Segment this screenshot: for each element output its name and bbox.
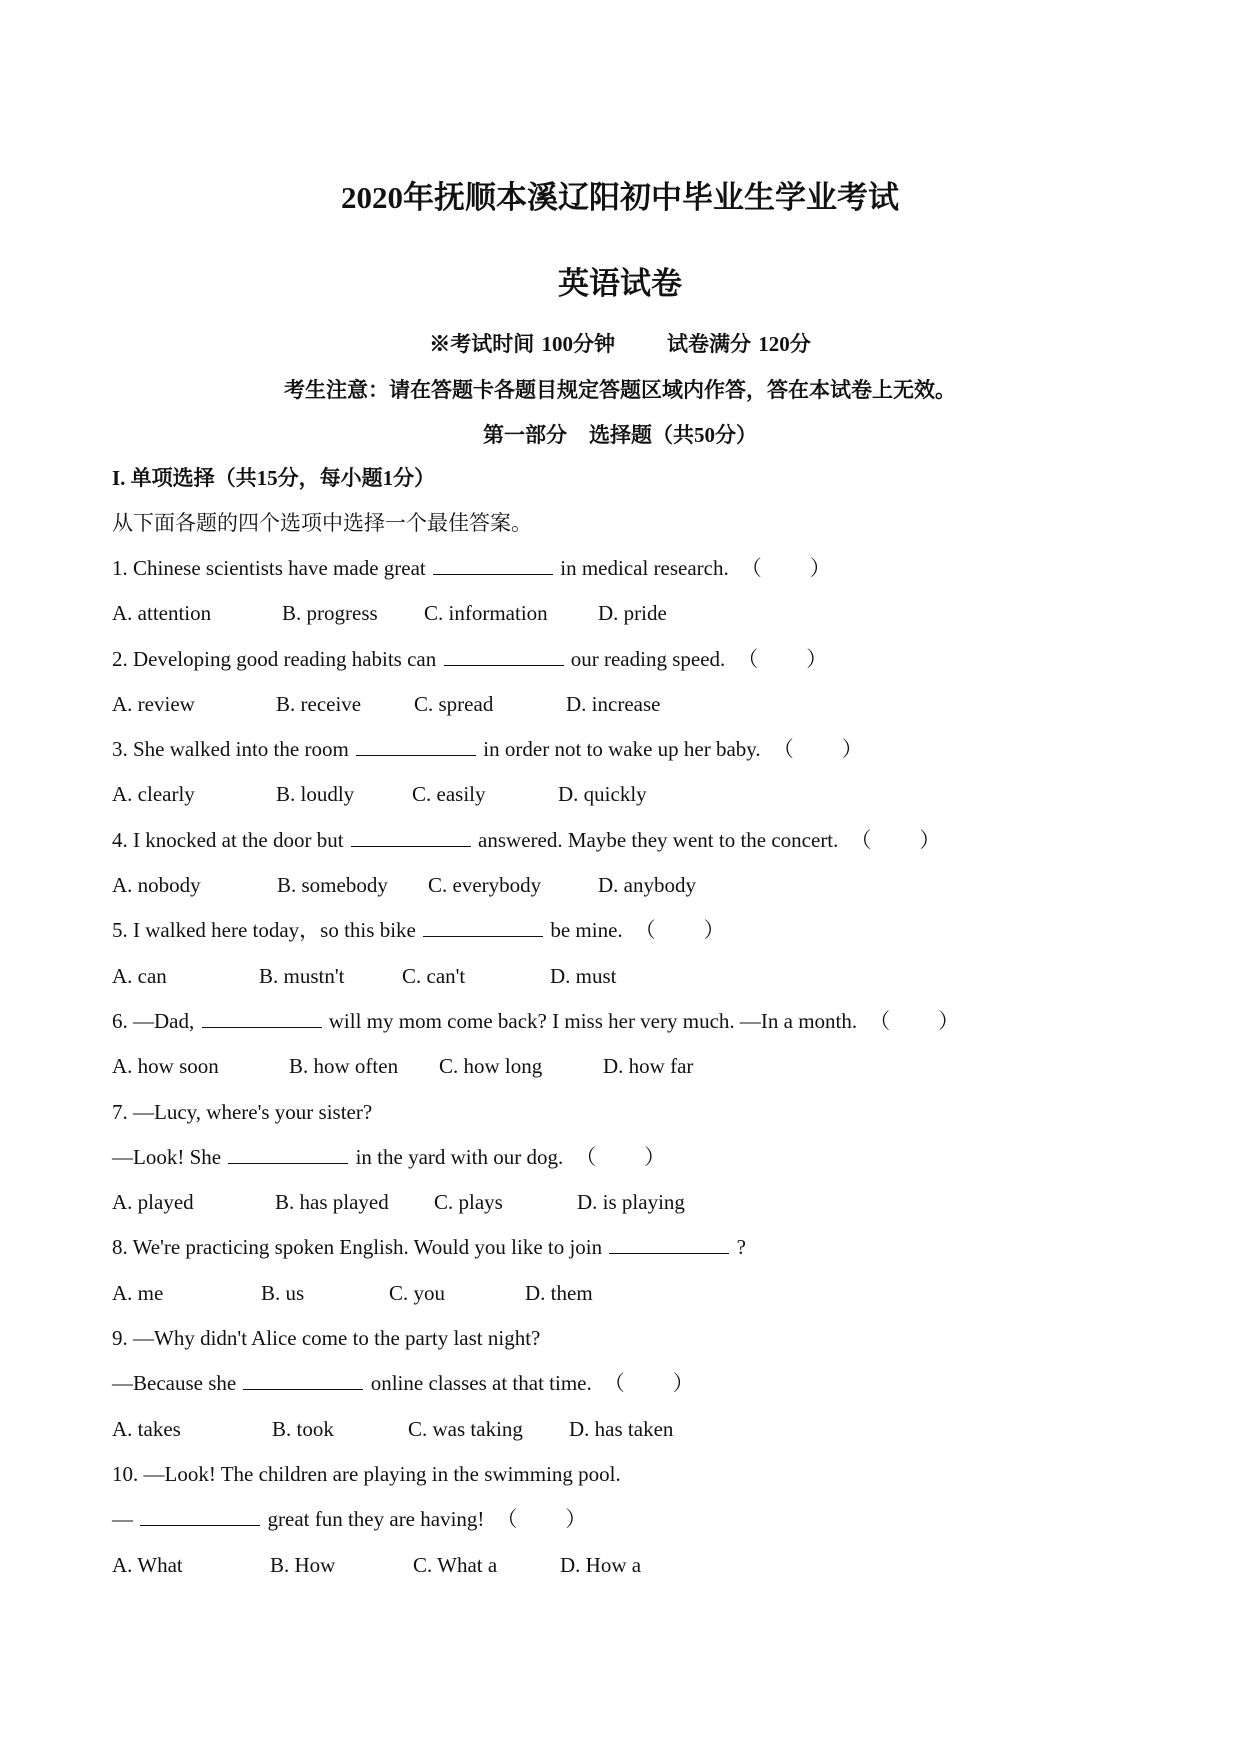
question-item	[112, 551, 959, 642]
question-text: 5. I walked here today，so this bike	[112, 918, 416, 943]
paren-close: ）	[672, 1371, 694, 1396]
option-a: A. attention	[112, 601, 212, 626]
option-row	[112, 1049, 959, 1094]
answer-parentheses	[575, 1140, 665, 1174]
paren-open: （	[496, 1507, 518, 1532]
option-row	[112, 687, 959, 732]
question-item	[112, 1095, 959, 1231]
option-row	[112, 1276, 959, 1321]
full-score: 试卷满分 120分	[667, 332, 811, 356]
paren-close: ）	[938, 1008, 960, 1033]
answer-blank	[202, 1007, 322, 1028]
paren-close: ）	[703, 918, 725, 943]
option-b: B. somebody	[277, 873, 388, 898]
question-text-after: be mine.	[550, 918, 623, 943]
option-a: A. What	[112, 1552, 183, 1577]
option-b: B. us	[261, 1280, 305, 1305]
question-text: 1. Chinese scientists have made great	[112, 556, 426, 580]
exam-subtitle: 英语试卷	[558, 266, 682, 301]
part-label: 第一部分	[483, 423, 567, 447]
question-text-after: in order not to wake up her baby.	[483, 737, 761, 762]
question-text: —Look! She	[112, 1144, 222, 1169]
option-a: A. how soon	[112, 1054, 219, 1079]
question-text: 7. —Lucy, where's your sister?	[112, 1099, 373, 1124]
paren-close: ）	[841, 737, 863, 762]
question-text: 6. —Dad,	[112, 1008, 195, 1033]
option-a: A. can	[112, 963, 167, 988]
question-stem-line	[112, 823, 959, 868]
question-item	[112, 823, 959, 914]
question-stem-line	[112, 1004, 959, 1049]
question-stem-line	[112, 1140, 959, 1185]
option-b: B. took	[272, 1416, 334, 1441]
option-d: D. them	[525, 1280, 593, 1305]
option-row	[112, 596, 959, 641]
paren-open: （	[603, 1371, 625, 1396]
option-row	[112, 959, 959, 1004]
part-title: 选择题（共50分）	[589, 423, 757, 447]
paren-open: （	[869, 1008, 891, 1033]
answer-blank	[423, 916, 543, 937]
paren-open: （	[740, 556, 762, 580]
question-text: 8. We're practicing spoken English. Would you like to join	[112, 1235, 603, 1260]
option-d: D. must	[550, 963, 617, 988]
exam-time: ※考试时间 100分钟	[429, 332, 615, 356]
option-d: D. pride	[598, 601, 667, 626]
section-instruction: 从下面各题的四个选项中选择一个最佳答案。	[112, 511, 532, 535]
question-item	[112, 1321, 959, 1457]
option-c: C. how long	[439, 1054, 543, 1079]
question-text: —	[112, 1507, 133, 1532]
option-b: B. mustn't	[259, 963, 345, 988]
question-text: 3. She walked into the room	[112, 737, 349, 762]
answer-blank	[140, 1505, 260, 1526]
question-stem-line	[112, 1321, 959, 1366]
paren-close: ）	[806, 646, 828, 671]
question-stem-line	[112, 551, 959, 596]
option-c: C. everybody	[428, 873, 542, 898]
question-text-after: great fun they are having!	[267, 1507, 485, 1532]
answer-parentheses	[635, 913, 725, 947]
answer-parentheses	[604, 1366, 694, 1400]
option-d: D. quickly	[558, 782, 647, 807]
question-text: —Because she	[112, 1371, 237, 1396]
section-title: I. 单项选择（共15分，每小题1分）	[112, 466, 436, 490]
paren-open: （	[634, 918, 656, 943]
question-list	[112, 551, 959, 1593]
answer-blank	[351, 826, 471, 847]
question-text: 4. I knocked at the door but	[112, 827, 344, 852]
answer-parentheses	[850, 823, 940, 857]
option-b: B. loudly	[276, 782, 355, 807]
question-stem-line	[112, 732, 959, 777]
option-row	[112, 1548, 959, 1593]
option-b: B. how often	[289, 1054, 399, 1079]
question-item	[112, 1457, 959, 1593]
option-a: A. played	[112, 1190, 194, 1215]
question-item	[112, 1230, 959, 1321]
question-text-after: ?	[736, 1235, 746, 1260]
question-text-after: in medical research.	[560, 556, 729, 580]
option-c: C. plays	[434, 1190, 503, 1215]
paren-close: ）	[919, 827, 941, 852]
question-text: 9. —Why didn't Alice come to the party last night?	[112, 1326, 541, 1351]
answer-parentheses	[737, 642, 827, 676]
question-item	[112, 732, 959, 823]
option-b: B. has played	[275, 1190, 389, 1215]
question-stem-line	[112, 1230, 959, 1275]
question-item	[112, 642, 959, 733]
question-text-after: online classes at that time.	[370, 1371, 592, 1396]
option-a: A. review	[112, 691, 195, 716]
paren-open: （	[737, 646, 759, 671]
answer-blank	[609, 1233, 729, 1254]
option-row	[112, 1412, 959, 1457]
paren-close: ）	[809, 556, 831, 580]
paren-open: （	[850, 827, 872, 852]
question-stem-line	[112, 1502, 959, 1547]
answer-parentheses	[869, 1004, 959, 1038]
question-item	[112, 913, 959, 1004]
option-a: A. me	[112, 1280, 164, 1305]
question-text-after: in the yard with our dog.	[355, 1144, 564, 1169]
part-heading	[0, 419, 1240, 449]
answer-parentheses	[741, 551, 831, 585]
question-stem-line	[112, 1095, 959, 1140]
question-stem-line	[112, 642, 959, 687]
answer-blank	[243, 1369, 363, 1390]
question-stem-line	[112, 913, 959, 958]
paren-close: ）	[644, 1144, 666, 1169]
option-d: D. how far	[603, 1054, 694, 1079]
answer-blank	[433, 554, 553, 575]
option-c: C. was taking	[408, 1416, 523, 1441]
option-row	[112, 777, 959, 822]
question-text-after: answered. Maybe they went to the concert.	[478, 827, 839, 852]
question-text: 2. Developing good reading habits can	[112, 646, 437, 671]
option-row	[112, 1185, 959, 1230]
option-c: C. spread	[414, 691, 494, 716]
paren-open: （	[772, 737, 794, 762]
option-d: D. is playing	[577, 1190, 685, 1215]
paren-close: ）	[565, 1507, 587, 1532]
option-b: B. receive	[276, 691, 362, 716]
option-b: B. progress	[282, 601, 378, 626]
option-a: A. nobody	[112, 873, 201, 898]
question-text-after: will my mom come back? I miss her very much. —In a month.	[328, 1008, 858, 1033]
option-d: D. How a	[560, 1552, 642, 1577]
option-b: B. How	[270, 1552, 336, 1577]
answer-parentheses	[496, 1502, 586, 1536]
option-row	[112, 868, 959, 913]
option-d: D. anybody	[598, 873, 696, 898]
exam-notice: 考生注意：请在答题卡各题目规定答题区域内作答，答在本试卷上无效。	[284, 378, 956, 402]
question-item	[112, 1004, 959, 1095]
option-a: A. takes	[112, 1416, 181, 1441]
option-c: C. you	[389, 1280, 446, 1305]
answer-blank	[356, 735, 476, 756]
option-c: C. easily	[412, 782, 486, 807]
option-a: A. clearly	[112, 782, 195, 807]
option-c: C. can't	[402, 963, 466, 988]
question-stem-line	[112, 1457, 959, 1502]
answer-parentheses	[773, 732, 863, 766]
answer-blank	[444, 645, 564, 666]
exam-title: 2020年抚顺本溪辽阳初中毕业生学业考试	[341, 180, 899, 215]
option-d: D. has taken	[569, 1416, 674, 1441]
paren-open: （	[575, 1144, 597, 1169]
question-stem-line	[112, 1366, 959, 1411]
question-text: 10. —Look! The children are playing in the swimming pool.	[112, 1461, 621, 1486]
exam-info	[0, 328, 1240, 358]
answer-blank	[228, 1143, 348, 1164]
question-text-after: our reading speed.	[570, 646, 726, 671]
option-d: D. increase	[566, 691, 661, 716]
question-content	[112, 461, 959, 1593]
option-c: C. information	[424, 601, 548, 626]
option-c: C. What a	[413, 1552, 498, 1577]
